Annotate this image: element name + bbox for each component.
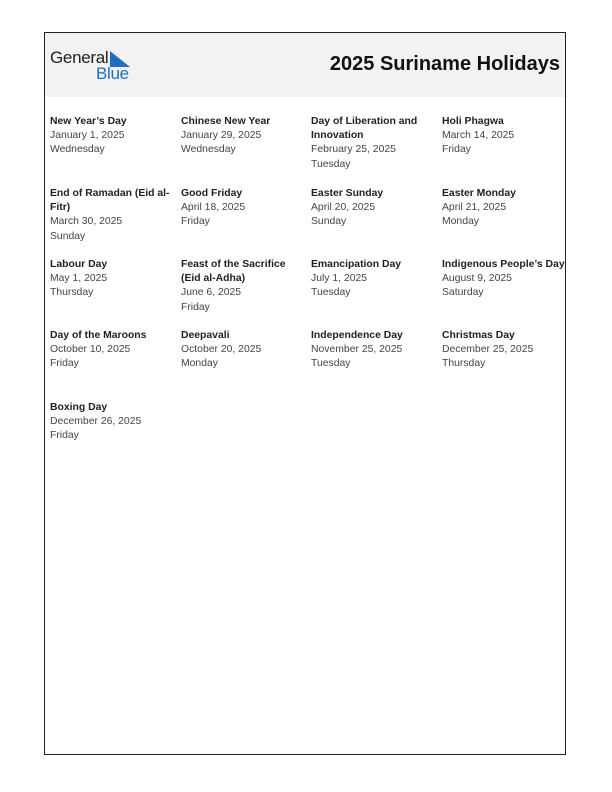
generalblue-logo <box>50 48 140 88</box>
holiday-name: Day of Liberation and Innovation <box>311 116 418 142</box>
logo-blue-text: Blue <box>96 64 129 83</box>
holiday-day: Monday <box>181 358 218 370</box>
holiday-date: April 18, 2025 <box>181 202 246 214</box>
holiday-name: New Year’s Day <box>50 116 127 127</box>
holiday-day: Sunday <box>50 230 86 242</box>
holiday-date: June 6, 2025 <box>181 287 242 299</box>
holiday-name: Holi Phagwa <box>442 116 504 127</box>
holiday-date: March 14, 2025 <box>442 130 515 142</box>
holiday-item <box>50 329 175 372</box>
holiday-date: December 26, 2025 <box>50 416 142 428</box>
holiday-name: Deepavali <box>181 330 230 341</box>
holiday-item <box>442 115 567 158</box>
holiday-name: Emancipation Day <box>311 259 402 270</box>
holiday-day: Friday <box>50 430 79 442</box>
holiday-date: April 21, 2025 <box>442 202 507 214</box>
page-title: 2025 Suriname Holidays <box>329 53 560 75</box>
holiday-item <box>50 258 175 301</box>
header <box>45 33 565 97</box>
holiday-day: Tuesday <box>311 158 351 170</box>
holiday-item <box>181 329 306 372</box>
holiday-day: Friday <box>181 216 210 228</box>
holiday-date: January 1, 2025 <box>50 130 125 142</box>
holiday-date: March 30, 2025 <box>50 216 123 228</box>
holiday-name: End of Ramadan (Eid al-Fitr) <box>50 188 170 214</box>
holiday-item <box>181 115 306 158</box>
holiday-item <box>311 258 436 301</box>
holiday-item <box>50 115 175 158</box>
holiday-name: Chinese New Year <box>181 116 271 127</box>
holiday-item <box>181 258 306 315</box>
holiday-day: Friday <box>181 301 210 313</box>
holiday-date: January 29, 2025 <box>181 130 262 142</box>
holiday-item <box>50 187 175 244</box>
holiday-name: Indigenous People’s Day <box>442 259 565 270</box>
holiday-name: Easter Sunday <box>311 188 384 199</box>
holiday-day: Wednesday <box>181 144 236 156</box>
holiday-day: Thursday <box>442 358 486 370</box>
holiday-item <box>311 187 436 230</box>
holiday-date: July 1, 2025 <box>311 273 368 285</box>
holiday-item <box>50 401 175 444</box>
holiday-name: Easter Monday <box>442 188 516 199</box>
holiday-item <box>181 187 306 230</box>
holiday-day: Monday <box>442 216 479 228</box>
holiday-day: Sunday <box>311 216 347 228</box>
holiday-day: Friday <box>442 144 471 156</box>
holiday-name: Boxing Day <box>50 402 108 413</box>
holiday-day: Tuesday <box>311 287 351 299</box>
holiday-date: May 1, 2025 <box>50 273 108 285</box>
holiday-day: Tuesday <box>311 358 351 370</box>
holiday-item <box>311 115 436 172</box>
holiday-item <box>442 258 567 301</box>
holiday-day: Thursday <box>50 287 94 299</box>
holiday-name: Independence Day <box>311 330 403 341</box>
logo-general-text: General <box>50 48 109 67</box>
holiday-date: April 20, 2025 <box>311 202 376 214</box>
holiday-date: November 25, 2025 <box>311 344 403 356</box>
holiday-date: December 25, 2025 <box>442 344 534 356</box>
holiday-day: Friday <box>50 358 79 370</box>
holiday-name: Feast of the Sacrifice (Eid al-Adha) <box>181 259 286 285</box>
holiday-item <box>442 329 567 372</box>
holiday-date: August 9, 2025 <box>442 273 512 285</box>
holiday-day: Wednesday <box>50 144 105 156</box>
holiday-date: October 10, 2025 <box>50 344 131 356</box>
holiday-date: February 25, 2025 <box>311 144 396 156</box>
holiday-name: Labour Day <box>50 259 108 270</box>
holiday-name: Good Friday <box>181 188 243 199</box>
holiday-day: Saturday <box>442 287 484 299</box>
page-frame <box>44 32 566 755</box>
holiday-item <box>311 329 436 372</box>
holiday-item <box>442 187 567 230</box>
holiday-date: October 20, 2025 <box>181 344 262 356</box>
holiday-name: Christmas Day <box>442 330 515 341</box>
holiday-name: Day of the Maroons <box>50 330 147 341</box>
